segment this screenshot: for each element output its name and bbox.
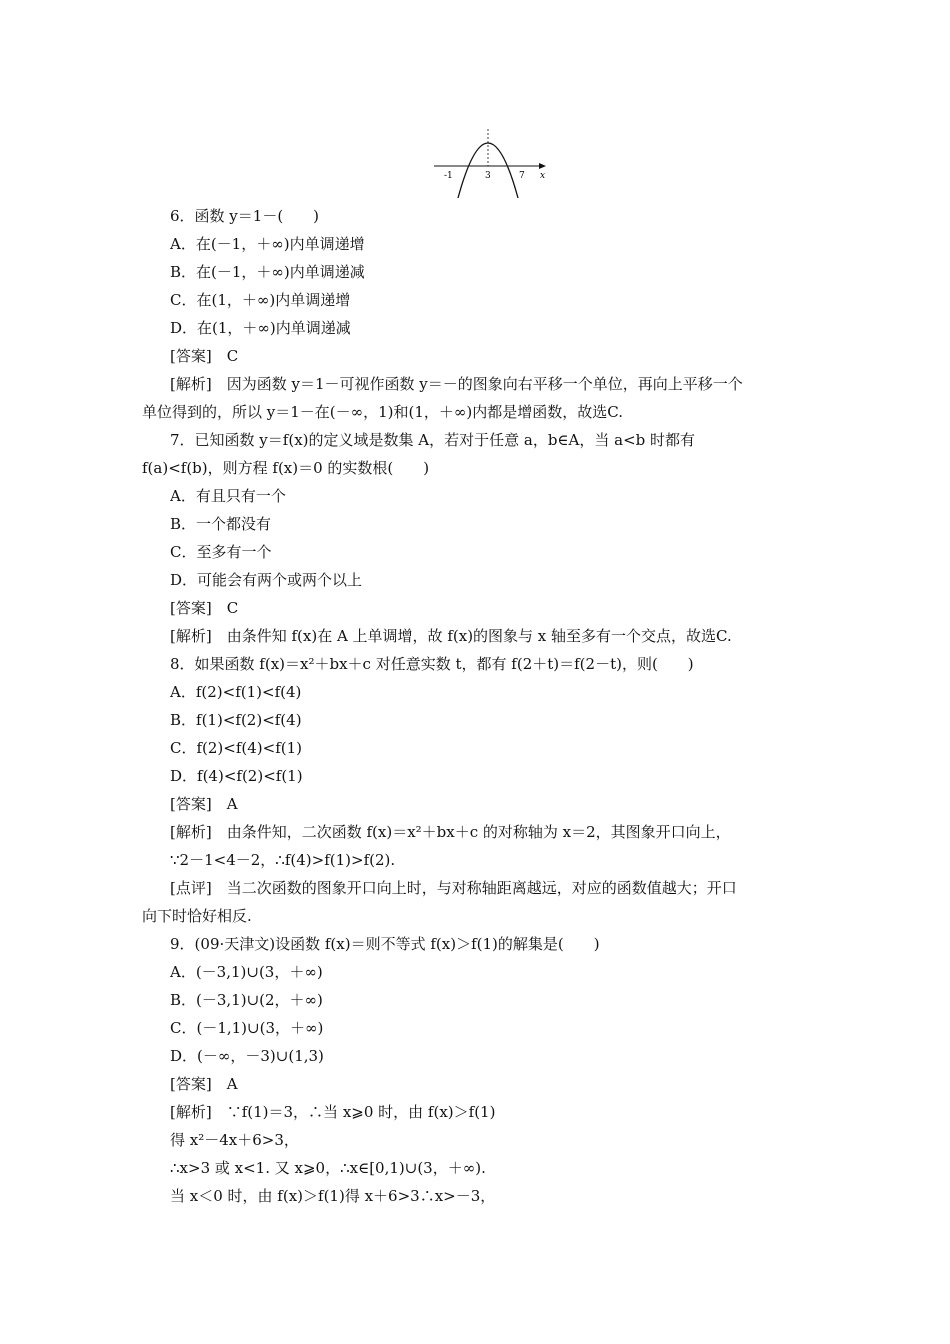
q7-stem: 7．已知函数 y＝f(x)的定义域是数集 A，若对于任意 a，b∈A，当 a<b 时都有 bbox=[170, 431, 696, 449]
q8-option-b: B．f(1)<f(2)<f(4) bbox=[170, 711, 302, 729]
q7-stem-cont: f(a)<f(b)，则方程 f(x)＝0 的实数根( ) bbox=[142, 459, 430, 477]
q8-comment-cont: 向下时恰好相反. bbox=[142, 907, 252, 925]
q7-answer: [答案] C bbox=[170, 599, 239, 617]
q6-option-d: D．在(1，＋∞)内单调递减 bbox=[170, 319, 351, 337]
parabola-graph bbox=[430, 122, 550, 198]
q9-analysis-line2: 得 x²－4x＋6>3， bbox=[170, 1131, 299, 1149]
tick-label-7: 7 bbox=[519, 171, 525, 181]
q8-answer: [答案] A bbox=[170, 795, 238, 813]
question-text bbox=[142, 202, 810, 1210]
q9-answer: [答案] A bbox=[170, 1075, 238, 1093]
q9-stem: 9．(09·天津文)设函数 f(x)＝则不等式 f(x)＞f(1)的解集是( ) bbox=[170, 935, 600, 953]
q8-analysis-cont: ∵2－1<4－2，∴f(4)>f(1)>f(2). bbox=[170, 851, 396, 869]
q9-option-d: D．(－∞，－3)∪(1,3) bbox=[170, 1047, 324, 1065]
q7-option-b: B．一个都没有 bbox=[170, 515, 272, 533]
q7-analysis: [解析] 由条件知 f(x)在 A 上单调增，故 f(x)的图象与 x 轴至多有一个交点，故选C. bbox=[170, 627, 732, 645]
q9-analysis: [解析] ∵f(1)＝3，∴当 x⩾0 时，由 f(x)＞f(1) bbox=[170, 1103, 496, 1121]
tick-label-neg1: -1 bbox=[444, 171, 453, 181]
q6-option-c: C．在(1，＋∞)内单调递增 bbox=[170, 291, 351, 309]
q6-option-b: B．在(－1，＋∞)内单调递减 bbox=[170, 263, 365, 281]
q9-analysis-line3: ∴x>3 或 x<1. 又 x⩾0，∴x∈[0,1)∪(3，＋∞). bbox=[170, 1159, 486, 1177]
q6-stem: 6．函数 y＝1－( ) bbox=[170, 207, 320, 225]
q8-analysis: [解析] 由条件知，二次函数 f(x)＝x²＋bx＋c 的对称轴为 x＝2，其图象开口向上， bbox=[170, 823, 731, 841]
q9-option-a: A．(－3,1)∪(3，＋∞) bbox=[170, 963, 323, 981]
parabola-figure bbox=[430, 122, 550, 198]
q8-option-a: A．f(2)<f(1)<f(4) bbox=[170, 683, 302, 701]
tick-label-3: 3 bbox=[485, 171, 491, 181]
q6-answer: [答案] C bbox=[170, 347, 239, 365]
q7-option-a: A．有且只有一个 bbox=[170, 487, 286, 505]
q6-analysis-cont: 单位得到的，所以 y＝1－在(－∞，1)和(1，＋∞)内都是增函数，故选C. bbox=[142, 403, 623, 421]
x-axis-label: x bbox=[540, 171, 546, 181]
q6-analysis: [解析] 因为函数 y＝1－可视作函数 y＝－的图象向右平移一个单位，再向上平移一个 bbox=[170, 375, 743, 393]
q9-option-b: B．(－3,1)∪(2，＋∞) bbox=[170, 991, 323, 1009]
q7-option-d: D．可能会有两个或两个以上 bbox=[170, 571, 363, 589]
q7-option-c: C．至多有一个 bbox=[170, 543, 272, 561]
q9-option-c: C．(－1,1)∪(3，＋∞) bbox=[170, 1019, 324, 1037]
q9-analysis-line4: 当 x＜0 时，由 f(x)＞f(1)得 x＋6>3∴x>－3， bbox=[170, 1187, 496, 1205]
q8-comment: [点评] 当二次函数的图象开口向上时，与对称轴距离越远，对应的函数值越大；开口 bbox=[170, 879, 737, 897]
q8-stem: 8．如果函数 f(x)＝x²＋bx＋c 对任意实数 t，都有 f(2＋t)＝f(2－t)，则( ) bbox=[170, 655, 694, 673]
q8-option-c: C．f(2)<f(4)<f(1) bbox=[170, 739, 303, 757]
q8-option-d: D．f(4)<f(2)<f(1) bbox=[170, 767, 303, 785]
q6-option-a: A．在(－1，＋∞)内单调递增 bbox=[170, 235, 365, 253]
x-axis-arrow bbox=[539, 163, 546, 169]
